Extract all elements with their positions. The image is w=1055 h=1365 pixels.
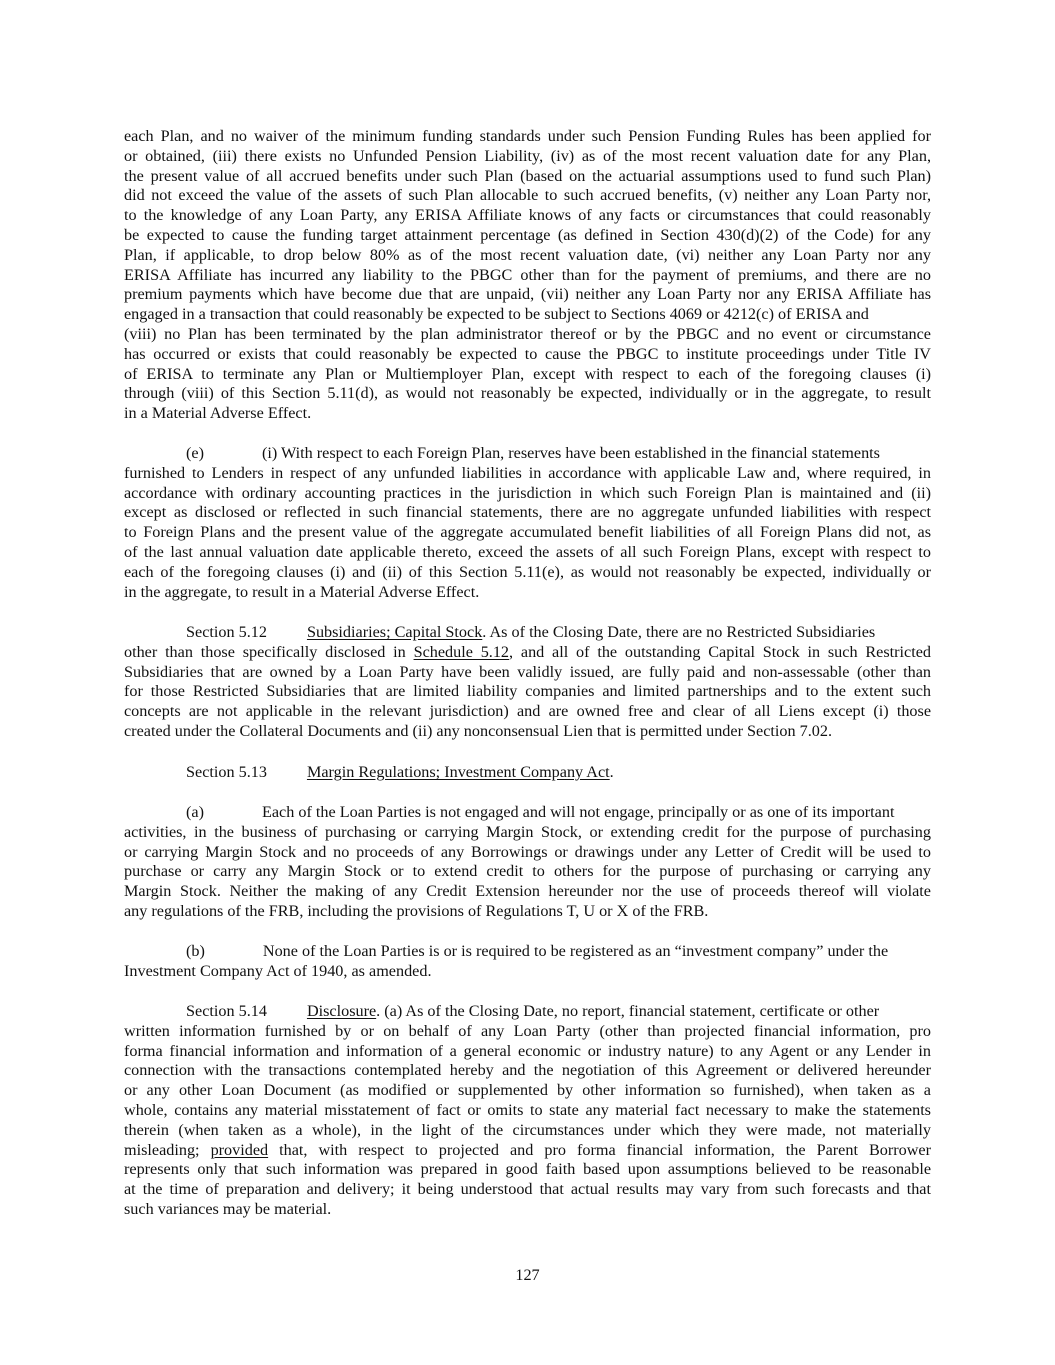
text-line <box>124 942 931 962</box>
clause-label: (a) <box>186 803 204 821</box>
text-line: to Foreign Plans and the present value of the aggregate accumulated benefit liabilities of all Foreign Plans did not, as <box>124 523 931 542</box>
text-line: Margin Stock. Neither the making of any Credit Extension hereunder nor the use of proceeds thereof will violate <box>124 882 931 901</box>
text-line: ERISA Affiliate has incurred any liability to the PBGC other than for the payment of premiums, and there are no <box>124 265 931 284</box>
text-line: concepts are not applicable in the relevant jurisdiction) and are owned free and clear of all Liens except (i) those <box>124 702 931 721</box>
text-line: except as disclosed or reflected in such financial statements, there are no aggregate unfunded liabilities with respect <box>124 503 931 522</box>
text-line: activities, in the business of purchasing or carrying Margin Stock, or extending credit for the purpose of purchasing <box>124 822 931 841</box>
clause-text: Each of the Loan Parties is not engaged and will not engage, principally or as one of its important <box>261 803 895 821</box>
text-line: has occurred or exists that could reasonably be expected to cause the PBGC to institute proceedings under Title IV <box>124 344 931 363</box>
text-line: forma financial information and information of a general economic or industry nature) to any Agent or any Lender in <box>124 1041 931 1060</box>
clause-text: (i) With respect to each Foreign Plan, reserves have been established in the financial statements <box>261 444 880 462</box>
text-line: Subsidiaries that are owned by a Loan Party have been validly issued, are fully paid and non-assessable (other than <box>124 662 931 681</box>
section-text: misleading; <box>124 1140 211 1159</box>
text-line: the present value of all accrued benefits under such Plan (based on the actuarial assumptions used to fund such Plan) <box>124 166 931 185</box>
section-text: . <box>609 763 614 781</box>
text-line: each Plan, and no waiver of the minimum funding standards under such Pension Funding Rules has been applied for <box>124 127 931 145</box>
text-line: engaged in a transaction that could reasonably be expected to be subject to Sections 4069 or 4212(c) of ERISA and <box>124 305 869 324</box>
section-5-14 <box>124 1002 931 1220</box>
section-5-13-a <box>124 803 931 922</box>
text-line: accordance with ordinary accounting practices in the jurisdiction in which such Foreign Plan is maintained and (ii) <box>124 483 931 502</box>
text-line: to the knowledge of any Loan Party, any ERISA Affiliate knows of any facts or circumstances that could reasonably <box>124 206 931 225</box>
text-line: therein (when taken as a whole), in the light of the circumstances under which they were made, not materially <box>124 1120 931 1139</box>
text-line: in the aggregate, to result in a Material Adverse Effect. <box>124 582 480 601</box>
text-line: or obtained, (iii) there exists no Unfunded Pension Liability, (iv) as of the most recent valuation date for any Plan, <box>124 146 931 165</box>
section-5-11-d-continued <box>124 127 931 424</box>
text-line <box>124 643 931 663</box>
text-line: at the time of preparation and delivery; it being understood that actual results may vary from such forecasts and that <box>124 1180 931 1199</box>
text-line: through (viii) of this Section 5.11(d), as would not reasonably be expected, individually or in the aggregate, to result <box>124 384 931 403</box>
text-line: be expected to cause the funding target attainment percentage (as defined in Section 430(d)(2) of the Code) for any <box>124 225 931 244</box>
clause-label: (b) <box>186 942 205 960</box>
text-line: for those Restricted Subsidiaries that are limited liability companies and limited partnerships and to the extent such <box>124 682 931 701</box>
text-line: written information furnished by or on behalf of any Loan Party (other than projected financial information, pro <box>124 1021 931 1040</box>
schedule-reference: Schedule 5.12 <box>413 642 510 661</box>
section-number: Section 5.13 <box>186 763 267 781</box>
section-text: , and all of the outstanding Capital Stock in such Restricted <box>509 642 931 661</box>
text-line <box>124 623 931 643</box>
section-text: that, with respect to projected and pro forma financial information, the Parent Borrower <box>268 1140 932 1159</box>
text-line <box>124 444 931 464</box>
text-line <box>124 763 931 783</box>
clause-text: None of the Loan Parties is or is required to be registered as an “investment company” under the <box>262 942 889 960</box>
section-5-11-e <box>124 444 931 602</box>
clause-label: (e) <box>186 444 204 462</box>
text-line: or carrying Margin Stock and no proceeds of any Borrowings or drawings under any Letter of Credit will be used to <box>124 842 931 861</box>
section-5-13-heading <box>124 763 931 783</box>
section-5-12 <box>124 623 931 742</box>
text-line <box>124 1141 931 1161</box>
text-line: purchase or carry any Margin Stock or to extend credit to others for the purpose of purchasing or carrying any <box>124 862 931 881</box>
section-number: Section 5.12 <box>186 623 267 641</box>
section-text: other than those specifically disclosed in <box>124 642 414 661</box>
text-line <box>124 1002 931 1022</box>
text-line: any regulations of the FRB, including the provisions of Regulations T, U or X of the FRB. <box>124 901 709 920</box>
text-line: whole, contains any material misstatement of fact or omits to state any material fact necessary to make the statements <box>124 1100 931 1119</box>
text-line: premium payments which have become due that are unpaid, (vii) neither any Loan Party nor any ERISA Affiliate has <box>124 285 931 304</box>
text-line: (viii) no Plan has been terminated by the plan administrator thereof or by the PBGC and no event or circumstance <box>124 324 931 343</box>
text-line: or any other Loan Document (as modified or supplemented by other information so furnished), when taken as a <box>124 1081 931 1100</box>
text-line: represents only that such information was prepared in good faith based upon assumptions believed to be reasonable <box>124 1160 931 1179</box>
section-heading: Disclosure <box>306 1002 377 1020</box>
section-text: . (a) As of the Closing Date, no report, financial statement, certificate or other <box>376 1002 880 1020</box>
text-line: each of the foregoing clauses (i) and (ii) of this Section 5.11(e), as would not reasonably be expected, individually or <box>124 562 931 581</box>
section-heading: Subsidiaries; Capital Stock <box>306 623 483 641</box>
section-text: . As of the Closing Date, there are no Restricted Subsidiaries <box>482 623 876 641</box>
text-line: did not exceed the value of the assets of such Plan allocable to such accrued benefits, (v) neither any Loan Party nor, <box>124 186 931 205</box>
text-line: in a Material Adverse Effect. <box>124 404 312 423</box>
section-5-13-b <box>124 942 931 982</box>
text-line: of the last annual valuation date applicable thereto, exceed the assets of all such Foreign Plans, except with respect to <box>124 542 931 561</box>
text-line: created under the Collateral Documents and (ii) any nonconsensual Lien that is permitted under Section 7.02. <box>124 721 832 740</box>
section-heading: Margin Regulations; Investment Company Act <box>306 763 610 781</box>
text-line <box>124 803 931 823</box>
text-line: such variances may be material. <box>124 1199 332 1218</box>
page-number: 127 <box>515 1266 540 1284</box>
section-number: Section 5.14 <box>186 1002 267 1020</box>
text-line: Plan, if applicable, to drop below 80% as of the most recent valuation date, (vi) neither any Loan Party nor any <box>124 245 931 264</box>
text-line: connection with the transactions contemplated hereby and the negotiation of this Agreement or delivered hereunder <box>124 1061 931 1080</box>
text-line: furnished to Lenders in respect of any unfunded liabilities in accordance with applicable Law and, where required, in <box>124 463 931 482</box>
text-line: Investment Company Act of 1940, as amended. <box>124 961 432 980</box>
provided-term: provided <box>210 1140 269 1159</box>
text-line: of ERISA to terminate any Plan or Multiemployer Plan, except with respect to each of the foregoing clauses (i) <box>124 364 931 383</box>
